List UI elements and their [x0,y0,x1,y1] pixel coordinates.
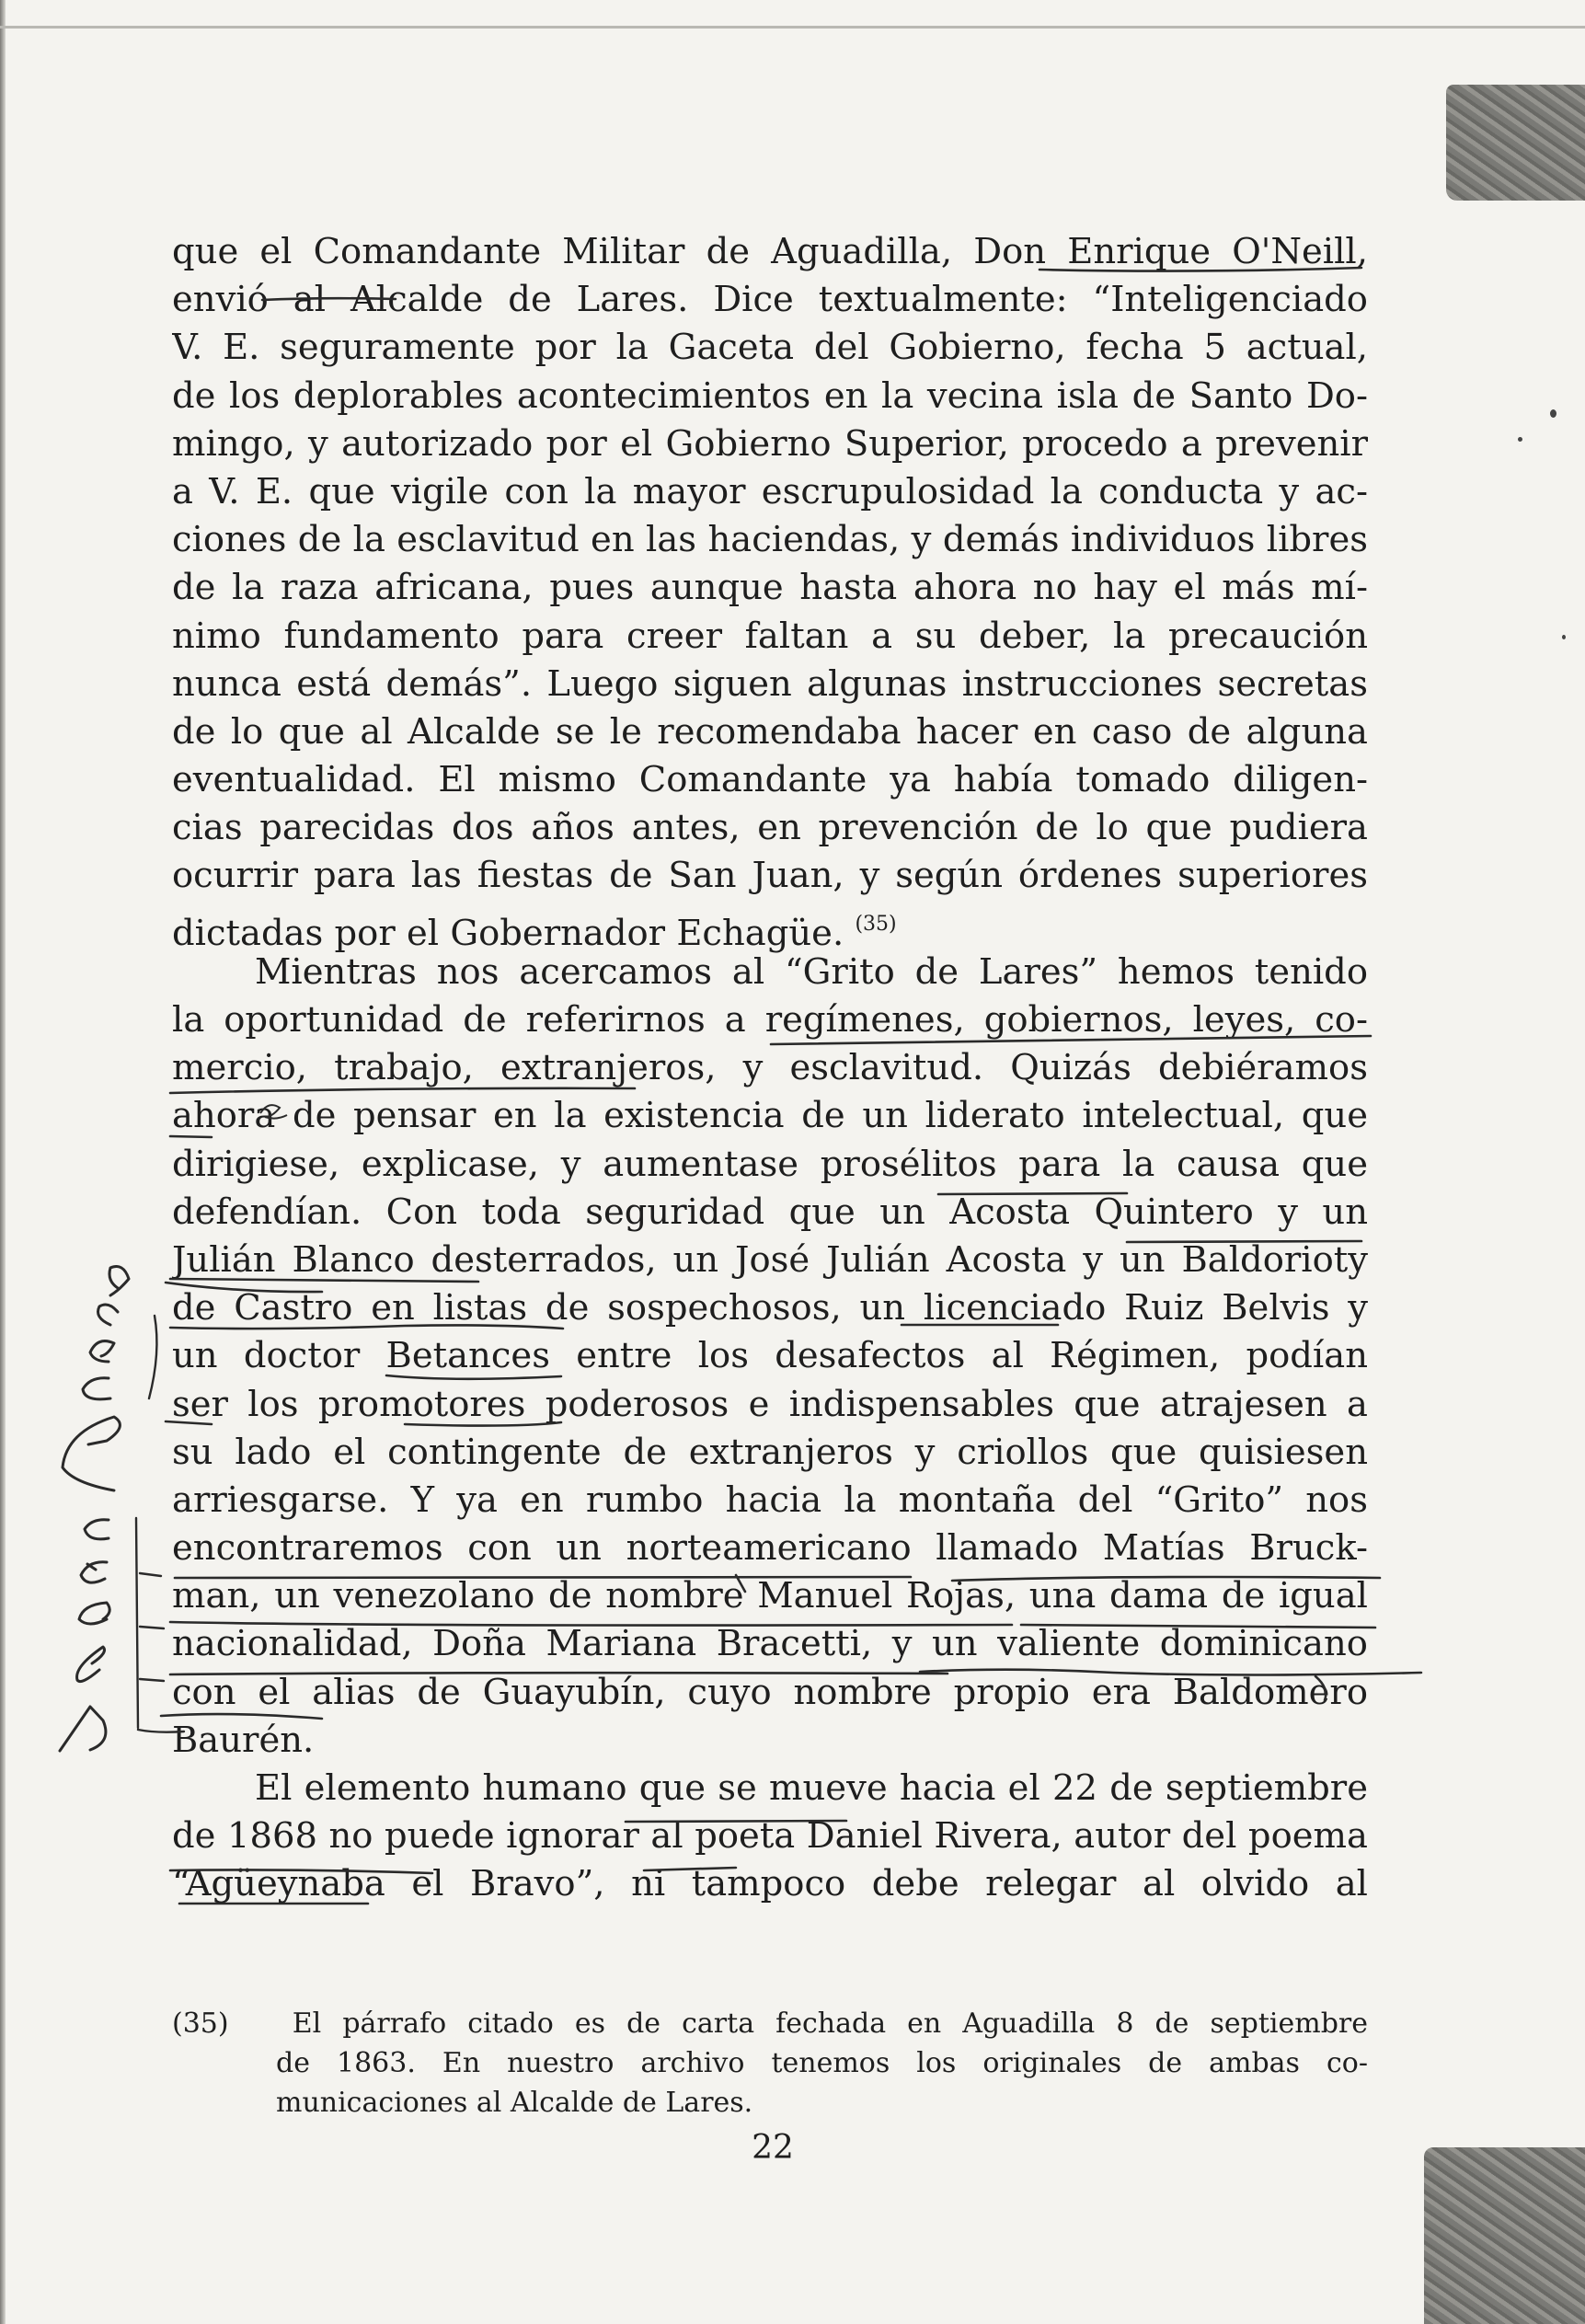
body-line: ocurrir para las fiestas de San Juan, y según órdenes superiores [172,855,1368,897]
body-line: la oportunidad de referirnos a regímenes, gobiernos, leyes, co- [172,999,1368,1041]
body-line: de Castro en listas de sospechosos, un licenciado Ruiz Belvis y [172,1287,1368,1329]
body-line: nunca está demás”. Luego siguen algunas instrucciones secretas [172,662,1368,705]
body-line: nimo fundamento para creer faltan a su deber, la precaución [172,615,1368,657]
body-line: con el alias de Guayubín, cuyo nombre propio era Baldomero [172,1671,1368,1713]
body-line: a V. E. que vigile con la mayor escrupulosidad la conducta y ac- [172,470,1368,512]
body-line: ahora de pensar en la existencia de un liderato intelectual, que [172,1095,1368,1137]
body-line: encontraremos con un norteamericano llamado Matías Bruck- [172,1527,1368,1570]
body-line-last-of-paragraph [172,901,1368,954]
body-line: mingo, y autorizado por el Gobierno Superior, procedo a prevenir [172,422,1368,465]
footnote-line: de 1863. En nuestro archivo tenemos los originales de ambas co- [276,2047,1368,2079]
body-line: cias parecidas dos años antes, en prevención de lo que pudiera [172,807,1368,849]
footnote [172,2004,1368,2123]
body-line: eventualidad. El mismo Comandante ya había tomado diligen- [172,759,1368,801]
body-line: arriesgarse. Y ya en rumbo hacia la montaña del “Grito” nos [172,1478,1368,1521]
body-line: un doctor Betances entre los desafectos al Régimen, podían [172,1335,1368,1377]
scan-speck [1562,635,1566,639]
body-line: nacionalidad, Doña Mariana Bracetti, y un valiente dominicano [172,1623,1368,1665]
tape-residue-top-right [1446,85,1585,201]
body-line: ciones de la esclavitud en las haciendas, y demás individuos libres [172,519,1368,561]
body-line: V. E. seguramente por la Gaceta del Gobierno, fecha 5 actual, [172,327,1368,369]
body-line: de lo que al Alcalde se le recomendaba hacer en caso de alguna [172,710,1368,753]
body-line: “Agüeynaba el Bravo”, ni tampoco debe relegar al olvido al [172,1863,1368,1905]
body-line: Julián Blanco desterrados, un José Julián Acosta y un Baldorioty [172,1238,1368,1281]
page-left-edge-shadow [0,0,6,2324]
body-line: dictadas por el Gobernador Echagüe. [172,912,844,954]
body-line: ser los promotores poderosos e indispensables que atrajesen a [172,1383,1368,1425]
scan-speck [1518,437,1522,442]
body-line: de 1868 no puede ignorar al poeta Daniel Rivera, autor del poema [172,1815,1368,1858]
body-line: dirigiese, explicase, y aumentase prosélitos para la causa que [172,1143,1368,1185]
body-line: su lado el contingente de extranjeros y criollos que quisiesen [172,1431,1368,1473]
footnote-marker: (35) [172,2008,229,2040]
body-text [172,228,1368,1909]
top-edge-line [0,26,1585,29]
body-line-paragraph-start: El elemento humano que se mueve hacia el 22 de septiembre [255,1767,1368,1809]
body-line: man, un venezolano de nombre Manuel Rojas, una dama de igual [172,1575,1368,1617]
handwritten-note-lideres-lares [60,1267,129,1752]
body-line-last-of-paragraph: Baurén. [172,1719,315,1761]
body-line: envió al Alcalde de Lares. Dice textualmente: “Inteligenciado [172,279,1368,321]
footnote-reference: (35) [855,912,897,936]
scan-speck [1550,409,1556,418]
page-number: 22 [752,2129,794,2167]
body-line: mercio, trabajo, extranjeros, y esclavitud. Quizás debiéramos [172,1047,1368,1089]
body-line: que el Comandante Militar de Aguadilla, Don Enrique O'Neill, [172,231,1368,272]
body-line: de los deplorables acontecimientos en la vecina isla de Santo Do- [172,374,1368,417]
footnote-text: El párrafo citado es de carta fechada en Aguadilla 8 de septiembre [292,2008,1368,2040]
footnote-line: municaciones al Alcalde de Lares. [276,2087,753,2119]
footnote-line-first [172,2004,1368,2043]
tape-residue-bottom-right [1424,2147,1585,2324]
body-line: defendían. Con toda seguridad que un Acosta Quintero y un [172,1191,1368,1233]
body-line: de la raza africana, pues aunque hasta ahora no hay el más mí- [172,567,1368,609]
body-line-paragraph-start: Mientras nos acercamos al “Grito de Lares” hemos tenido [255,950,1368,993]
